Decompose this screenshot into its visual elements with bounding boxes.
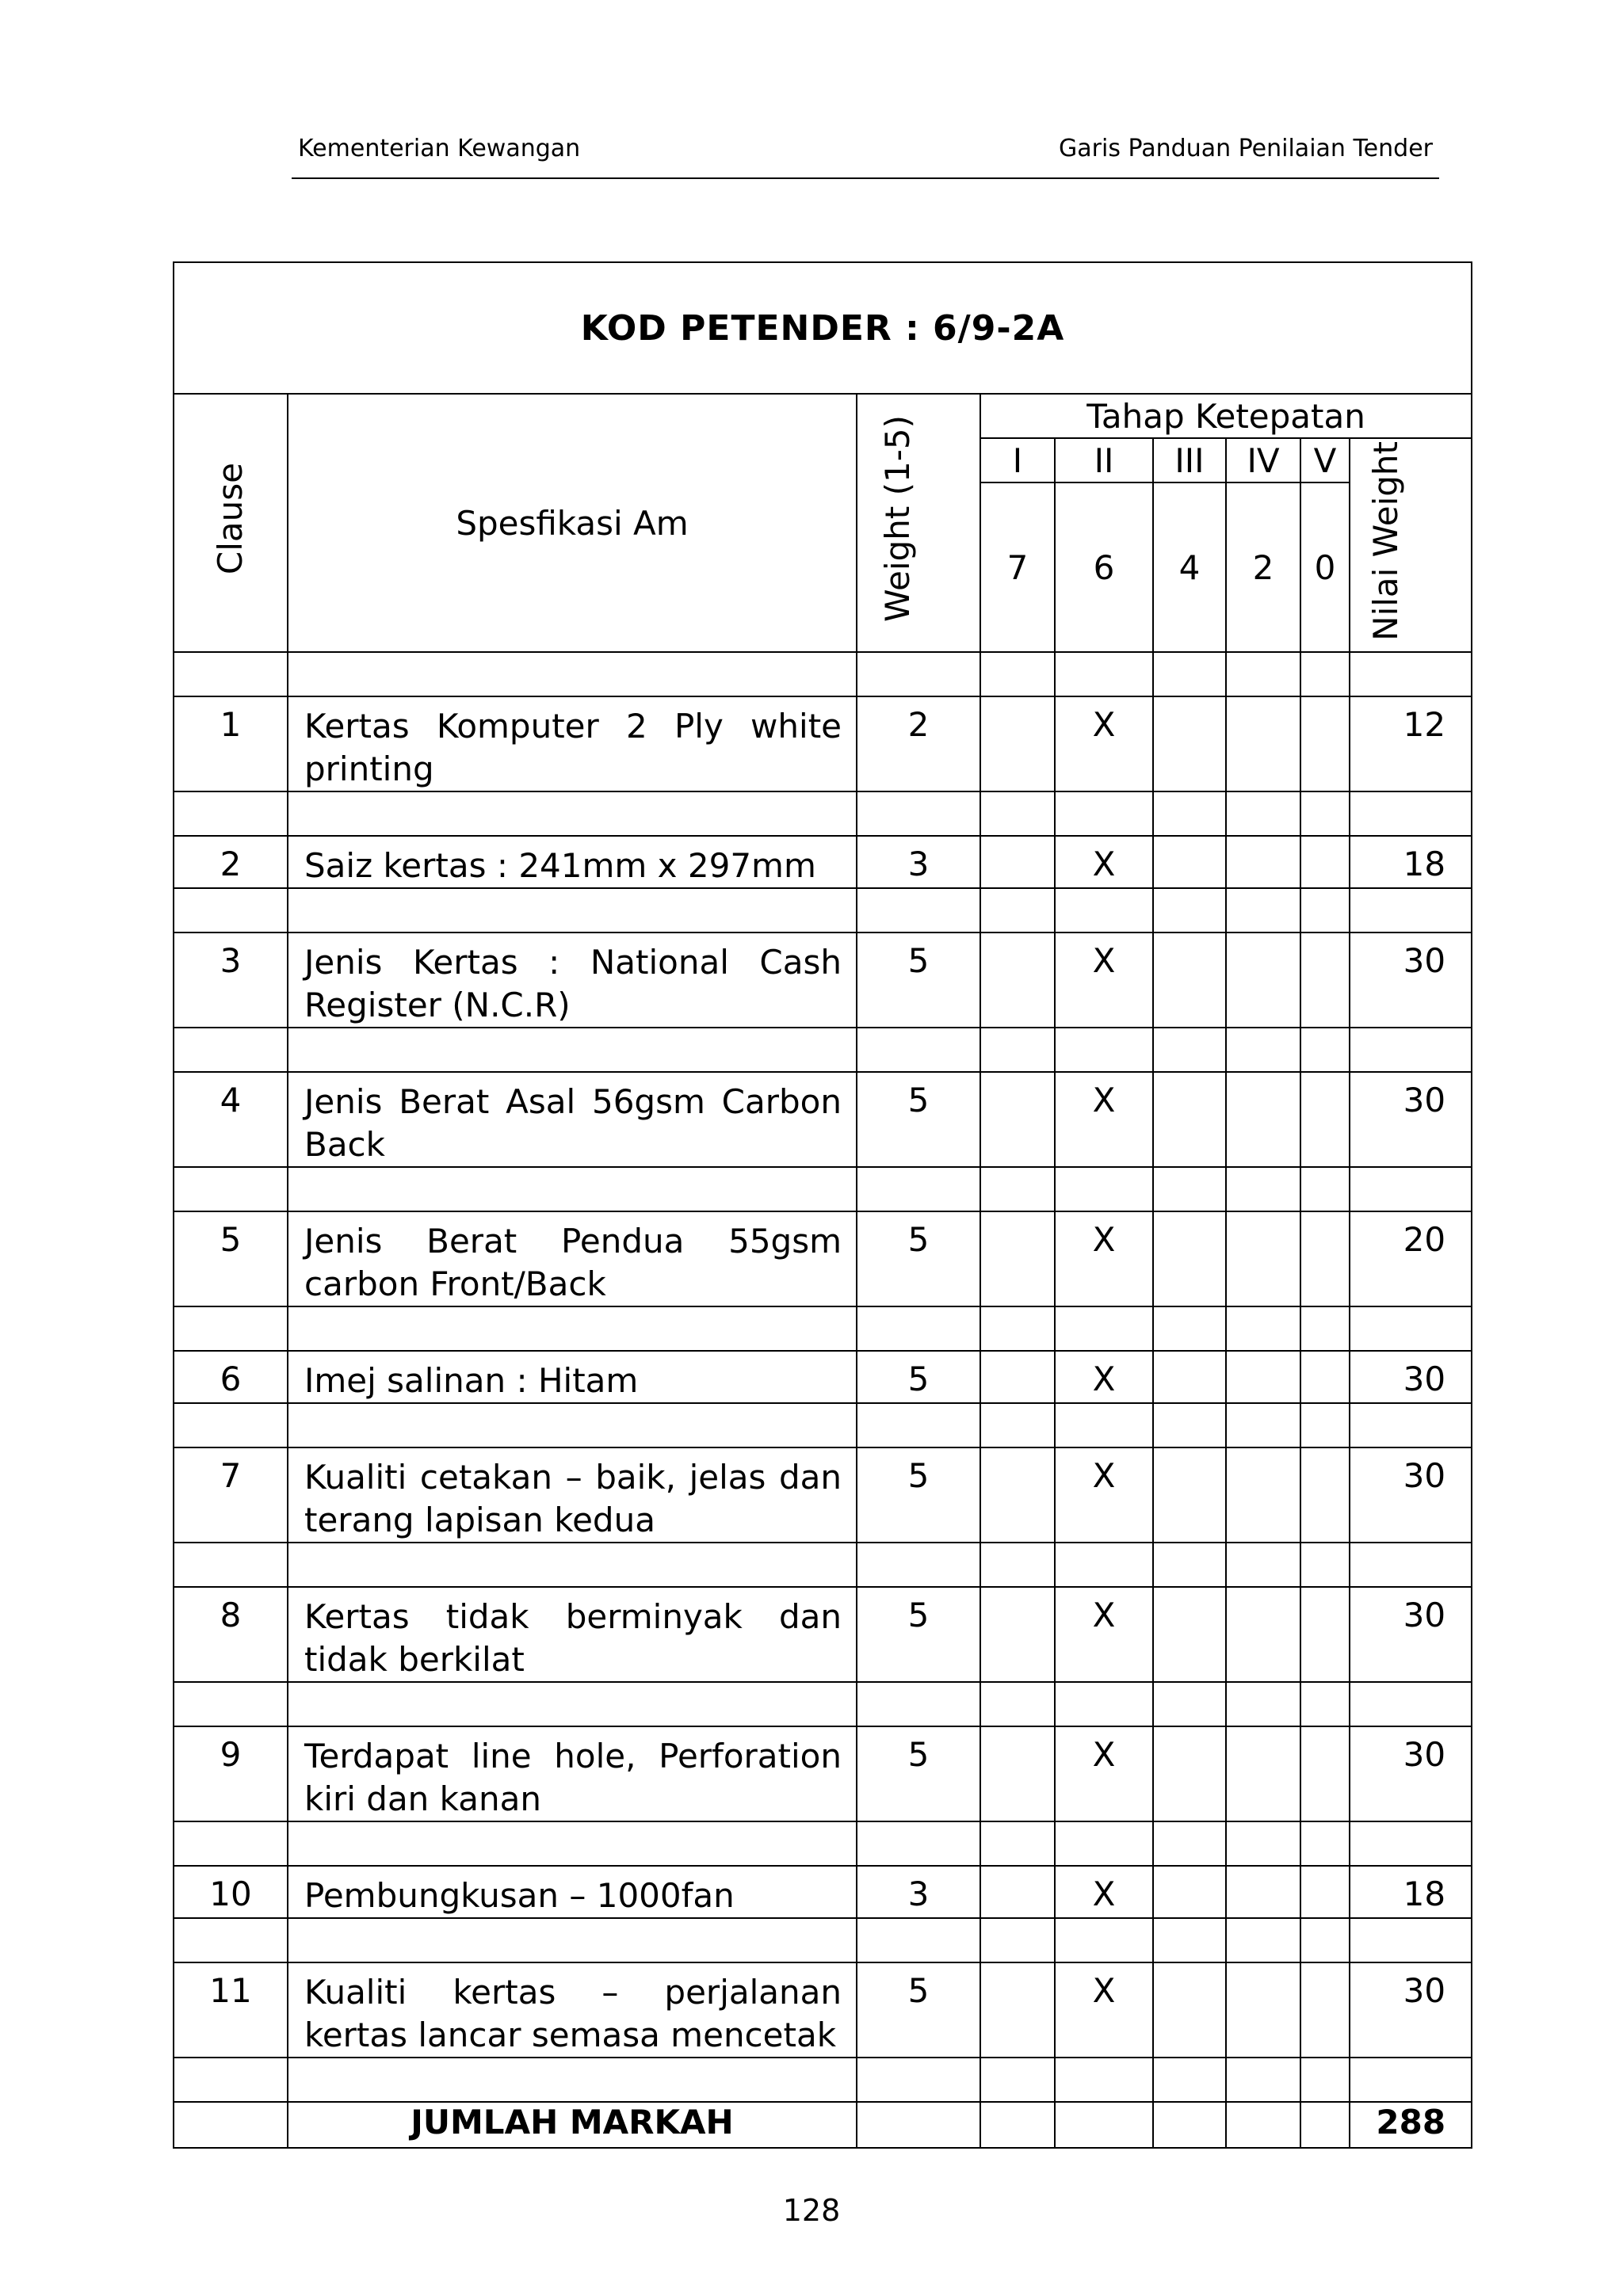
nilai-cell: 30 [1350, 1587, 1472, 1682]
spec-header: Spesfikasi Am [288, 394, 857, 652]
mark-cell: X [1055, 1962, 1153, 2058]
level-cell [980, 1866, 1055, 1918]
table-row [174, 1211, 1472, 1306]
clause-cell: 8 [174, 1587, 288, 1682]
table-row [174, 1587, 1472, 1682]
mark-cell: X [1055, 1726, 1153, 1821]
weight-cell: 5 [857, 1962, 980, 2058]
level-header: III [1153, 438, 1226, 482]
weight-cell: 5 [857, 1072, 980, 1167]
level-cell [980, 1447, 1055, 1543]
nilai-cell: 30 [1350, 1962, 1472, 2058]
nilai-cell: 18 [1350, 1866, 1472, 1918]
mark-cell: X [1055, 836, 1153, 888]
table-title: KOD PETENDER : 6/9-2A [174, 262, 1472, 394]
level-header: I [980, 438, 1055, 482]
clause-cell: 3 [174, 933, 288, 1028]
table-row [174, 933, 1472, 1028]
spacer-row [174, 1682, 1472, 1726]
level-score: 6 [1055, 482, 1153, 652]
mark-cell: X [1055, 1351, 1153, 1403]
spacer-row [174, 1306, 1472, 1351]
page-number: 128 [782, 2193, 841, 2228]
nilai-cell: 30 [1350, 1447, 1472, 1543]
weight-cell: 5 [857, 1211, 980, 1306]
spacer-row [174, 1028, 1472, 1072]
level-cell [980, 933, 1055, 1028]
level-cell [1300, 1447, 1350, 1543]
level-cell [1153, 1211, 1226, 1306]
page-header [292, 132, 1439, 179]
level-cell [1226, 1587, 1300, 1682]
level-cell [1300, 1726, 1350, 1821]
table-row [174, 696, 1472, 791]
spec-cell: Jenis Berat Pendua 55gsm carbon Front/Back [288, 1211, 857, 1306]
clause-cell: 6 [174, 1351, 288, 1403]
mark-cell: X [1055, 933, 1153, 1028]
spacer-row [174, 1918, 1472, 1962]
level-cell [1226, 1447, 1300, 1543]
nilai-header: Nilai Weight [1350, 438, 1472, 652]
spacer-row [174, 2058, 1472, 2102]
level-score: 2 [1226, 482, 1300, 652]
level-score: 0 [1300, 482, 1350, 652]
level-cell [980, 1726, 1055, 1821]
level-cell [1153, 1962, 1226, 2058]
weight-header: Weight (1-5) [857, 394, 980, 652]
level-cell [980, 696, 1055, 791]
level-cell [980, 1072, 1055, 1167]
spec-cell: Kualiti cetakan – baik, jelas dan terang lapisan kedua [288, 1447, 857, 1543]
spec-cell: Saiz kertas : 241mm x 297mm [288, 836, 857, 888]
level-cell [1226, 1962, 1300, 2058]
spacer-row [174, 652, 1472, 696]
mark-cell: X [1055, 1211, 1153, 1306]
level-cell [1300, 1962, 1350, 2058]
level-score: 4 [1153, 482, 1226, 652]
level-cell [1300, 1211, 1350, 1306]
level-cell [1153, 1351, 1226, 1403]
clause-cell: 11 [174, 1962, 288, 2058]
total-row [174, 2102, 1472, 2148]
level-cell [1153, 1726, 1226, 1821]
level-cell [1153, 1587, 1226, 1682]
level-cell [1300, 1587, 1350, 1682]
spec-cell: Terdapat line hole, Perforation kiri dan kanan [288, 1726, 857, 1821]
weight-cell: 5 [857, 1726, 980, 1821]
clause-cell: 9 [174, 1726, 288, 1821]
nilai-cell: 12 [1350, 696, 1472, 791]
nilai-cell: 30 [1350, 933, 1472, 1028]
level-cell [1300, 1072, 1350, 1167]
level-cell [1226, 1866, 1300, 1918]
mark-cell: X [1055, 1587, 1153, 1682]
level-header: IV [1226, 438, 1300, 482]
spec-cell: Kertas tidak berminyak dan tidak berkilat [288, 1587, 857, 1682]
level-cell [1300, 1351, 1350, 1403]
spacer-row [174, 1403, 1472, 1447]
mark-cell: X [1055, 1072, 1153, 1167]
level-cell [1226, 1726, 1300, 1821]
table-row [174, 1866, 1472, 1918]
level-cell [1226, 1351, 1300, 1403]
level-cell [980, 1211, 1055, 1306]
clause-cell: 7 [174, 1447, 288, 1543]
level-cell [980, 1351, 1055, 1403]
nilai-cell: 30 [1350, 1351, 1472, 1403]
level-cell [1300, 1866, 1350, 1918]
weight-cell: 5 [857, 1351, 980, 1403]
spec-cell: Kertas Komputer 2 Ply white printing [288, 696, 857, 791]
level-cell [1153, 1072, 1226, 1167]
spacer-row [174, 888, 1472, 933]
level-cell [980, 836, 1055, 888]
weight-cell: 3 [857, 1866, 980, 1918]
evaluation-table [173, 261, 1472, 2149]
mark-cell: X [1055, 1447, 1153, 1543]
spec-cell: Imej salinan : Hitam [288, 1351, 857, 1403]
spec-cell: Kualiti kertas – perjalanan kertas lancar semasa mencetak [288, 1962, 857, 2058]
mark-cell: X [1055, 696, 1153, 791]
clause-cell: 1 [174, 696, 288, 791]
weight-cell: 5 [857, 1587, 980, 1682]
table-row [174, 836, 1472, 888]
weight-cell: 3 [857, 836, 980, 888]
level-cell [1300, 933, 1350, 1028]
spec-cell: Pembungkusan – 1000fan [288, 1866, 857, 1918]
level-cell [1153, 1866, 1226, 1918]
weight-cell: 5 [857, 1447, 980, 1543]
level-cell [1153, 836, 1226, 888]
clause-cell: 5 [174, 1211, 288, 1306]
level-cell [1153, 696, 1226, 791]
tahap-header: Tahap Ketepatan [980, 394, 1472, 438]
level-header: V [1300, 438, 1350, 482]
clause-cell: 2 [174, 836, 288, 888]
level-cell [1226, 836, 1300, 888]
level-cell [980, 1587, 1055, 1682]
level-cell [1226, 696, 1300, 791]
table-row [174, 1726, 1472, 1821]
header-document-title: Garis Panduan Penilaian Tender [1059, 135, 1433, 162]
table-row [174, 1351, 1472, 1403]
weight-cell: 2 [857, 696, 980, 791]
table-row [174, 1962, 1472, 2058]
spacer-row [174, 791, 1472, 836]
nilai-cell: 30 [1350, 1072, 1472, 1167]
level-header: II [1055, 438, 1153, 482]
clause-header: Clause [174, 394, 288, 652]
level-cell [1153, 933, 1226, 1028]
spacer-row [174, 1821, 1472, 1866]
level-score: 7 [980, 482, 1055, 652]
level-cell [1226, 1072, 1300, 1167]
nilai-cell: 18 [1350, 836, 1472, 888]
level-cell [1226, 933, 1300, 1028]
table-row [174, 1447, 1472, 1543]
weight-cell: 5 [857, 933, 980, 1028]
total-value: 288 [1350, 2102, 1472, 2148]
level-cell [1300, 696, 1350, 791]
header-ministry: Kementerian Kewangan [298, 135, 581, 162]
nilai-cell: 20 [1350, 1211, 1472, 1306]
clause-cell: 10 [174, 1866, 288, 1918]
level-cell [980, 1962, 1055, 2058]
spacer-row [174, 1543, 1472, 1587]
clause-cell: 4 [174, 1072, 288, 1167]
spec-cell: Jenis Kertas : National Cash Register (N.C.R) [288, 933, 857, 1028]
total-label: JUMLAH MARKAH [288, 2102, 857, 2148]
level-cell [1226, 1211, 1300, 1306]
level-cell [1153, 1447, 1226, 1543]
table-row [174, 1072, 1472, 1167]
spec-cell: Jenis Berat Asal 56gsm Carbon Back [288, 1072, 857, 1167]
level-cell [1300, 836, 1350, 888]
spacer-row [174, 1167, 1472, 1211]
mark-cell: X [1055, 1866, 1153, 1918]
nilai-cell: 30 [1350, 1726, 1472, 1821]
